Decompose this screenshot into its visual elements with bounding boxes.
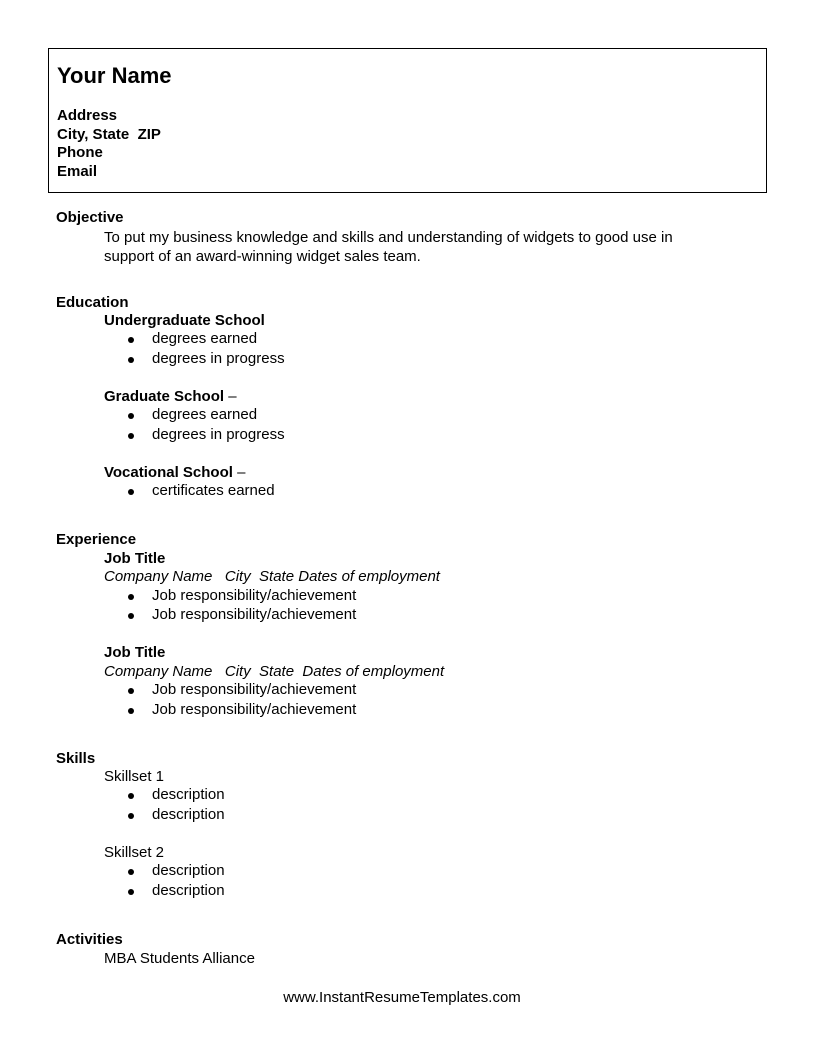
bullet-icon <box>128 613 134 619</box>
school-name: Graduate School – <box>104 388 237 405</box>
bullet-icon <box>128 337 134 343</box>
skillset-name: Skillset 2 <box>104 844 165 861</box>
job-title: Job Title <box>104 550 166 567</box>
school-name: Vocational School – <box>104 464 246 481</box>
footer <box>0 989 816 1006</box>
objective-text: To put my business knowledge and skills and understanding of widgets to good use in support of an award-winning widget sales team. <box>104 229 673 265</box>
bullet-icon <box>128 688 134 694</box>
bullet-icon <box>128 357 134 363</box>
bullet-icon <box>128 489 134 495</box>
experience-heading: Experience <box>56 531 137 548</box>
bullet-icon <box>128 889 134 895</box>
city-state-zip: City, State ZIP <box>57 125 161 143</box>
school-name: Undergraduate School <box>104 312 265 329</box>
address: Address <box>57 107 118 124</box>
skills-heading: Skills <box>56 750 96 767</box>
bullet-icon <box>128 433 134 439</box>
phone: Phone <box>57 144 103 161</box>
applicant-name: Your Name <box>57 63 172 88</box>
company-line: Company Name City State Dates of employment <box>104 663 445 680</box>
activities-heading: Activities <box>56 931 123 948</box>
activity-item: MBA Students Alliance <box>104 950 255 967</box>
email: Email <box>57 162 98 180</box>
resume-page: Your Name Address City, State ZIP Phone Email Objective To put my business knowledge and skills and understanding of widgets to good use in support of an award-winning widget sales team. Education Undergraduate School degrees earned degrees in progress Graduate School – degrees earned degrees in progress Vocational School – certificates earned Experience Job Title Company Name City State Dates of employment Job responsibility/achievement Job responsibility/achievement Job Title Company Name City State Dates of employment Job responsibility/achievement Job responsibility/achievement Skills Skillset 1 description description Skillset 2 description description Activities MBA Students Alliance www.InstantResumeTemplates.com <box>0 0 816 1056</box>
company-line: Company Name City State Dates of employment <box>104 568 440 585</box>
skillset-name: Skillset 1 <box>104 768 165 785</box>
contact-block <box>57 107 161 181</box>
objective-heading: Objective <box>56 209 124 226</box>
education-heading: Education <box>56 294 129 311</box>
bullet-icon <box>128 413 134 419</box>
bullet-icon <box>128 594 134 600</box>
bullet-icon <box>128 869 134 875</box>
header-box <box>48 48 767 193</box>
bullet-icon <box>128 708 134 714</box>
bullet-icon <box>128 793 134 799</box>
bullet-icon <box>128 813 134 819</box>
job-title: Job Title <box>104 644 166 661</box>
footer-link[interactable]: www.InstantResumeTemplates.com <box>283 989 521 1006</box>
